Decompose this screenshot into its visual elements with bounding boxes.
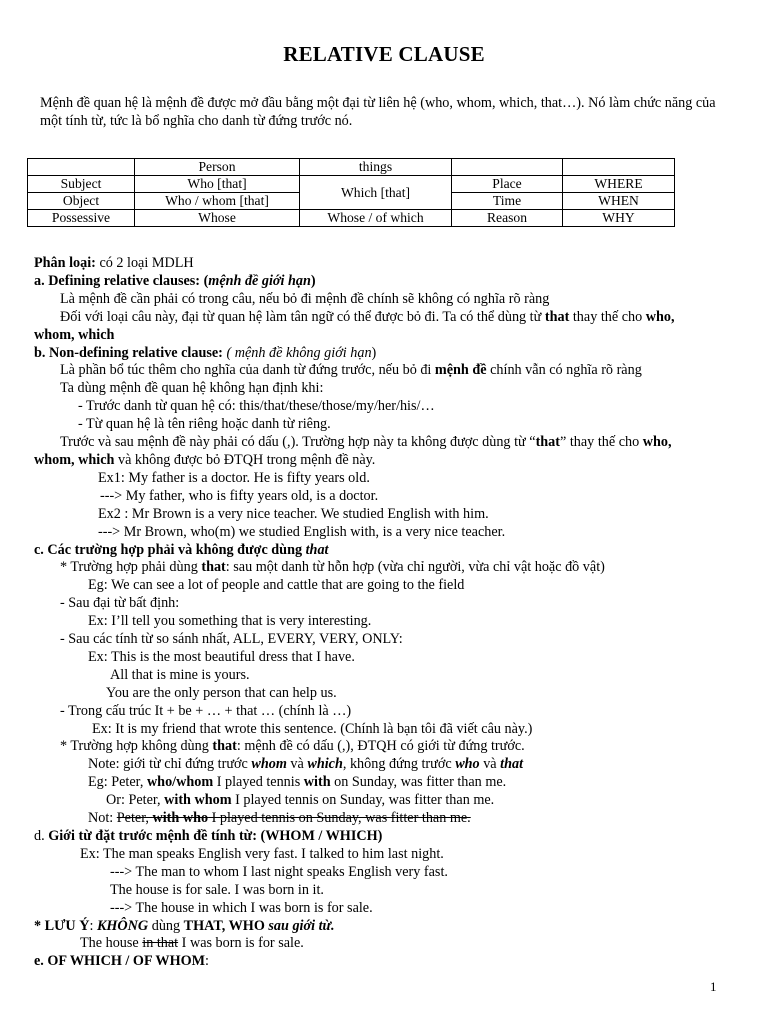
table-cell: WHY	[563, 210, 675, 227]
page-number: 1	[710, 979, 717, 994]
example-line: ---> Mr Brown, who(m) we studied English with, is a very nice teacher.	[98, 523, 506, 540]
table-cell: Who [that]	[135, 176, 300, 193]
section-e-heading: e. OF WHICH / OF WHOM:	[34, 953, 209, 970]
warning-note: * LƯU Ý: KHÔNG dùng THAT, WHO sau giới từ.	[34, 917, 335, 934]
intro-paragraph: Mệnh đề quan hệ là mệnh đề được mở đầu bằng một đại từ liên hệ (who, whom, which, that…). Nó làm chức năng của một tính từ, tức là bổ nghĩa cho danh từ đứng trước nó.	[40, 95, 716, 129]
example-line: Ex1: My father is a doctor. He is fifty years old.	[98, 469, 370, 486]
body-line: Phân loại: có 2 loại MDLH	[34, 255, 194, 271]
section-d-heading: d. Giới từ đặt trước mệnh đề tính từ: (WHOM / WHICH)	[34, 828, 383, 844]
example-line: All that is mine is yours.	[110, 666, 250, 683]
section-c-heading: c. Các trường hợp phải và không được dùng that	[34, 541, 329, 558]
example-line: ---> My father, who is fifty years old, is a doctor.	[100, 487, 379, 504]
table-cell: Place	[452, 176, 563, 193]
table-cell: Time	[452, 193, 563, 210]
table-cell	[563, 159, 675, 176]
body-line: Là phần bổ túc thêm cho nghĩa của danh từ đứng trước, nếu bỏ đi mệnh đề chính vẫn có nghĩa rõ ràng	[60, 362, 642, 379]
table-cell: Who / whom [that]	[135, 193, 300, 210]
body-line: * Trường hợp phải dùng that: sau một danh từ hỗn hợp (vừa chỉ người, vừa chỉ vật hoặc đồ vật)	[60, 559, 605, 576]
page-title: RELATIVE CLAUSE	[283, 42, 485, 66]
body-line: Trước và sau mệnh đề này phải có dấu (,). Trường hợp này ta không được dùng từ “that” thay thế cho who,	[60, 434, 672, 451]
body-line: Ta dùng mệnh đề quan hệ không hạn định khi:	[60, 380, 324, 397]
list-item: - Từ quan hệ là tên riêng hoặc danh từ riêng.	[78, 416, 331, 433]
table-row	[28, 210, 675, 227]
body-line: whom, which và không được bỏ ĐTQH trong mệnh đề này.	[34, 451, 376, 468]
list-item: - Trước danh từ quan hệ có: this/that/these/those/my/her/his/…	[78, 398, 435, 415]
relative-pronoun-table	[27, 158, 675, 227]
note-line: Note: giới từ chỉ đứng trước whom và which, không đứng trước who và that	[88, 756, 524, 773]
table-cell	[28, 159, 135, 176]
table-row	[28, 176, 675, 193]
list-item: - Sau đại từ bất định:	[60, 595, 180, 612]
example-line: Or: Peter, with whom I played tennis on Sunday, was fitter than me.	[106, 792, 495, 809]
example-line: Ex: This is the most beautiful dress that I have.	[88, 648, 355, 665]
example-line: You are the only person that can help us.	[106, 684, 337, 701]
list-item: - Trong cấu trúc It + be + … + that … (chính là …)	[60, 702, 352, 719]
example-line: Not: Peter, with who I played tennis on Sunday, was fitter than me.	[88, 810, 471, 827]
example-line: ---> The man to whom I last night speaks English very fast.	[110, 863, 448, 880]
table-cell: WHEN	[563, 193, 675, 210]
example-line: Ex: I’ll tell you something that is very interesting.	[88, 613, 372, 630]
table-cell: WHERE	[563, 176, 675, 193]
example-line: The house is for sale. I was born in it.	[110, 881, 324, 898]
example-line: Ex: The man speaks English very fast. I talked to him last night.	[80, 845, 444, 862]
example-line: The house in that I was born is for sale.	[80, 935, 304, 952]
table-cell: Whose / of which	[300, 210, 452, 227]
table-row	[28, 159, 675, 176]
example-line: Eg: Peter, who/whom I played tennis with on Sunday, was fitter than me.	[88, 774, 507, 791]
section-b-heading: b. Non-defining relative clause: ( mệnh đề không giới hạn)	[34, 344, 377, 361]
body-line: Là mệnh đề cần phải có trong câu, nếu bỏ đi mệnh đề chính sẽ không có nghĩa rõ ràng	[60, 290, 550, 307]
table-cell: Reason	[452, 210, 563, 227]
example-line: Eg: We can see a lot of people and cattle that are going to the field	[88, 577, 465, 594]
table-cell: Possessive	[28, 210, 135, 227]
table-cell: Subject	[28, 176, 135, 193]
table-header-things: things	[300, 159, 452, 176]
body-line: Đối với loại câu này, đại từ quan hệ làm tân ngữ có thể được bỏ đi. Ta có thể dùng từ that thay thế cho who,	[60, 308, 675, 325]
section-a-heading: a. Defining relative clauses: (mệnh đề giới hạn)	[34, 272, 316, 289]
example-line: Ex: It is my friend that wrote this sentence. (Chính là bạn tôi đã viết câu này.)	[92, 720, 533, 737]
body-line: * Trường hợp không dùng that: mệnh đề có dấu (,), ĐTQH có giới từ đứng trước.	[60, 738, 525, 755]
body-line: whom, which	[34, 326, 115, 343]
table-cell: Which [that]	[300, 176, 452, 210]
list-item: - Sau các tính từ so sánh nhất, ALL, EVERY, VERY, ONLY:	[60, 631, 403, 648]
table-cell: Whose	[135, 210, 300, 227]
table-cell: Object	[28, 193, 135, 210]
table-header-person: Person	[135, 159, 300, 176]
table-cell	[452, 159, 563, 176]
example-line: Ex2 : Mr Brown is a very nice teacher. We studied English with him.	[98, 505, 489, 522]
document-body	[34, 255, 724, 971]
example-line: ---> The house in which I was born is for sale.	[110, 899, 373, 916]
